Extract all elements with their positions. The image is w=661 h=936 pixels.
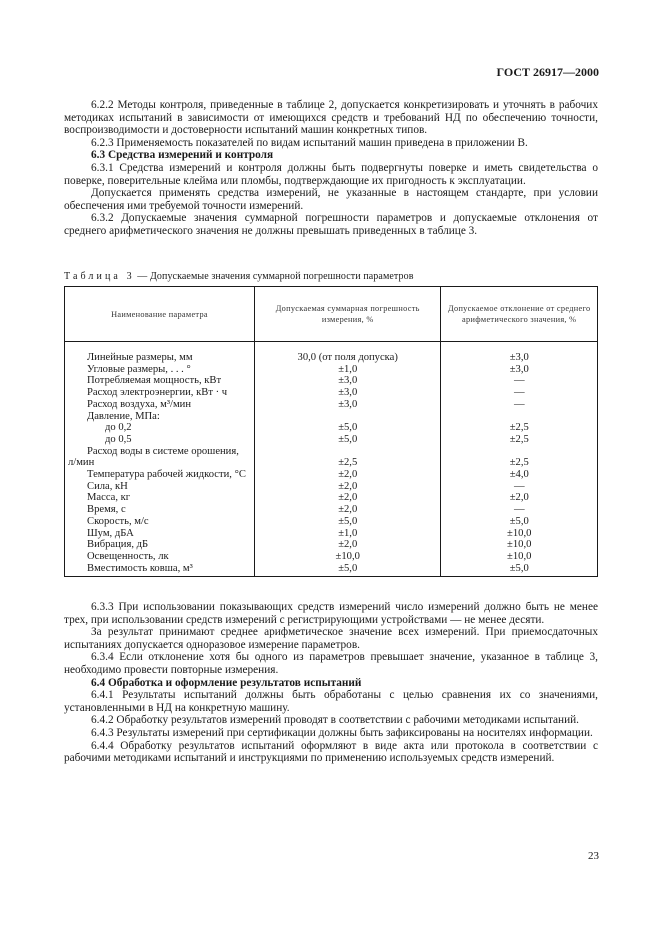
paragraph-6-3-1-b: Допускается применять средства измерений, не указанные в настоящем стандарте, при условии обеспечения ими требуемой точности измерений. [64, 187, 598, 212]
param-name: Масса, кг [65, 492, 255, 504]
table-row [65, 516, 598, 528]
param-name: Расход электроэнергии, кВт · ч [65, 387, 255, 399]
table-row [65, 528, 598, 540]
param-deviation: ±2,5 [441, 434, 598, 446]
heading-6-4: 6.4 Обработка и оформление результатов испытаний [91, 676, 362, 689]
param-deviation: — [441, 375, 598, 387]
param-name: Угловые размеры, . . . ° [65, 364, 255, 376]
param-name: Скорость, м/с [65, 516, 255, 528]
section-text-bottom [64, 601, 598, 765]
param-error: ±2,0 [254, 492, 441, 504]
param-deviation: ±3,0 [441, 364, 598, 376]
paragraph-6-3-2: 6.3.2 Допускаемые значения суммарной погрешности параметров и допускаемые отклонения от среднего арифметического значения не должны превышать приведенных в таблице 3. [64, 212, 598, 237]
param-name: Температура рабочей жидкости, °С [65, 469, 255, 481]
header-deviation: Допускаемое отклонение от среднего арифметического значения, % [441, 287, 598, 342]
paragraph-6-4-2: 6.4.2 Обработку результатов измерений проводят в соответствии с рабочими методиками испытаний. [91, 714, 579, 727]
paragraph-6-3-3-b: За результат принимают среднее арифметическое значение всех измерений. При приемосдаточных испытаниях допускается одноразовое измерение параметров. [64, 626, 598, 651]
table-caption-label: Таблица 3 [64, 271, 135, 282]
table-header-row [65, 287, 598, 342]
param-name: Шум, дБА [65, 528, 255, 540]
param-deviation: ±4,0 [441, 469, 598, 481]
param-error: ±2,0 [254, 539, 441, 551]
table-row [65, 387, 598, 399]
paragraph-6-2-2: 6.2.2 Методы контроля, приведенные в таблице 2, допускается конкретизировать и уточнять в рабочих методиках испытаний в зависимости от имеющихся средств и требований НД по обеспечению точности, воспроизводимости и достоверности испытаний машин конкретных типов. [64, 99, 598, 137]
param-name: Потребляемая мощность, кВт [65, 375, 255, 387]
param-deviation: — [441, 481, 598, 493]
param-deviation: ±5,0 [441, 516, 598, 528]
param-error: ±2,5 [254, 457, 441, 469]
table-row [65, 342, 598, 364]
param-deviation: ±10,0 [441, 539, 598, 551]
table-row [65, 446, 598, 458]
table-row [65, 504, 598, 516]
param-name: Линейные размеры, мм [65, 342, 255, 364]
param-error: ±2,0 [254, 481, 441, 493]
param-name: Вместимость ковша, м³ [65, 563, 255, 577]
table-row [65, 434, 598, 446]
param-name: Время, с [65, 504, 255, 516]
param-error: 30,0 (от поля допуска) [254, 342, 441, 364]
table-row [65, 422, 598, 434]
param-error: ±2,0 [254, 504, 441, 516]
param-error: ±3,0 [254, 399, 441, 411]
param-error: ±1,0 [254, 528, 441, 540]
table-row [65, 539, 598, 551]
param-deviation: ±3,0 [441, 342, 598, 364]
param-error: ±1,0 [254, 364, 441, 376]
param-name: Освещенность, лк [65, 551, 255, 563]
paragraph-6-3-4: 6.3.4 Если отклонение хотя бы одного из параметров превышает значение, указанное в таблице 3, необходимо провести повторные измерения. [64, 651, 598, 676]
paragraph-6-3-3: 6.3.3 При использовании показывающих средств измерений число измерений должно быть не менее трех, при использовании средств измерений с регистрирующими устройствами — не менее десяти. [64, 601, 598, 626]
param-name: Расход воздуха, м³/мин [65, 399, 255, 411]
param-deviation: ±10,0 [441, 551, 598, 563]
param-error: ±10,0 [254, 551, 441, 563]
param-deviation: ±10,0 [441, 528, 598, 540]
param-error: ±5,0 [254, 516, 441, 528]
param-error [254, 411, 441, 423]
table-row [65, 364, 598, 376]
paragraph-6-4-1: 6.4.1 Результаты испытаний должны быть обработаны с целью сравнения их со значениями, установленными в НД на конкретную машину. [64, 689, 598, 714]
param-name: до 0,5 [65, 434, 255, 446]
param-deviation: ±5,0 [441, 563, 598, 577]
table-row [65, 375, 598, 387]
param-deviation: ±2,0 [441, 492, 598, 504]
param-deviation: — [441, 504, 598, 516]
param-name: Расход воды в системе орошения, [65, 446, 255, 458]
table-row [65, 399, 598, 411]
table-caption-text: — Допускаемые значения суммарной погрешности параметров [134, 271, 414, 282]
param-name: до 0,2 [65, 422, 255, 434]
param-name: Сила, кН [65, 481, 255, 493]
param-deviation: — [441, 387, 598, 399]
table-row [65, 469, 598, 481]
paragraph-6-4-3: 6.4.3 Результаты измерений при сертификации должны быть зафиксированы на носителях информации. [91, 726, 593, 739]
param-error: ±3,0 [254, 375, 441, 387]
table-row [65, 492, 598, 504]
table-row [65, 481, 598, 493]
paragraph-6-4-4: 6.4.4 Обработку результатов испытаний оформляют в виде акта или протокола в соответствии с рабочими методиками испытаний и инструкциями по применению используемых средств измерений. [64, 739, 598, 765]
param-error [254, 446, 441, 458]
param-error: ±5,0 [254, 422, 441, 434]
param-error: ±5,0 [254, 434, 441, 446]
param-error: ±5,0 [254, 563, 441, 577]
header-error: Допускаемая суммарная погрешность измерения, % [254, 287, 441, 342]
table-row [65, 563, 598, 577]
param-deviation: — [441, 399, 598, 411]
table-row [65, 551, 598, 563]
standard-code: ГОСТ 26917—2000 [496, 65, 599, 79]
paragraph-6-3-1: 6.3.1 Средства измерений и контроля должны быть подвергнуты поверке и иметь свидетельства о поверке, поверительные клейма или пломбы, подтверждающие их пригодность к эксплуатации. [64, 161, 598, 187]
paragraph-6-2-3: 6.2.3 Применяемость показателей по видам испытаний машин приведена в приложении В. [91, 136, 528, 149]
header-parameter: Наименование параметра [65, 287, 255, 342]
page-number: 23 [588, 850, 599, 862]
param-name: Давление, МПа: [65, 411, 255, 423]
table-row [65, 411, 598, 423]
param-name: л/мин [65, 457, 255, 469]
param-error: ±2,0 [254, 469, 441, 481]
table-row [65, 457, 598, 469]
param-deviation [441, 411, 598, 423]
param-deviation: ±2,5 [441, 457, 598, 469]
heading-6-3: 6.3 Средства измерений и контроля [91, 149, 274, 162]
table-3 [64, 286, 598, 577]
section-text-top [64, 99, 598, 238]
param-deviation [441, 446, 598, 458]
param-name: Вибрация, дБ [65, 539, 255, 551]
param-deviation: ±2,5 [441, 422, 598, 434]
table-caption [64, 271, 414, 282]
param-error: ±3,0 [254, 387, 441, 399]
